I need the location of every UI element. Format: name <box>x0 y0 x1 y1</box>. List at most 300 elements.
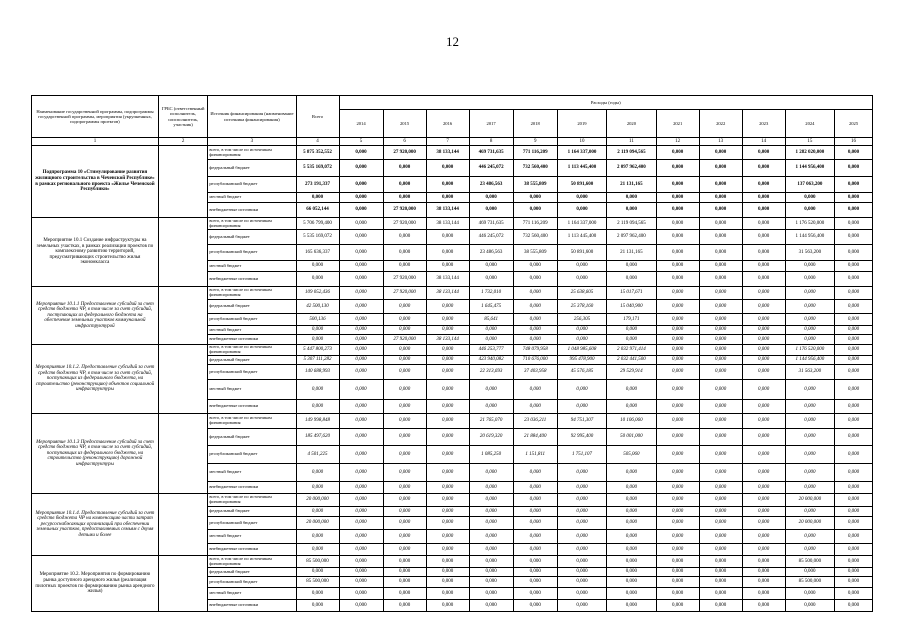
column-index-3: 3 <box>208 138 296 146</box>
year-value-cell: 38 555,809 <box>513 245 557 261</box>
total-value-cell: 5 447 800,273 <box>296 345 339 356</box>
year-value-cell: 0,000 <box>469 544 513 556</box>
year-value-cell: 446 245,072 <box>469 230 513 245</box>
year-value-cell: 0,000 <box>699 530 742 544</box>
year-value-cell: 0,000 <box>383 326 426 335</box>
total-value-cell: 0,000 <box>296 588 339 600</box>
total-value-cell: 0,000 <box>296 482 339 494</box>
header-year-2025: 2025 <box>835 110 873 138</box>
year-value-cell: 0,000 <box>742 345 785 356</box>
year-value-cell: 21 131,165 <box>607 177 656 193</box>
year-value-cell: 0,000 <box>835 400 873 414</box>
year-value-cell: 0,000 <box>835 218 873 230</box>
year-value-cell: 1 144 956,400 <box>785 230 834 245</box>
funding-source-cell: всего, в том числе по источникам финансирования <box>208 287 296 300</box>
total-value-cell: 185 497,620 <box>296 429 339 446</box>
grbs-cell <box>158 414 207 494</box>
total-value-cell: 0,000 <box>296 326 339 335</box>
year-value-cell: 0,000 <box>426 326 469 335</box>
year-value-cell: 0,000 <box>426 380 469 400</box>
year-value-cell: 0,000 <box>557 544 606 556</box>
total-value-cell: 85 500,000 <box>296 577 339 588</box>
year-value-cell: 0,000 <box>426 345 469 356</box>
total-value-cell: 5 535 169,072 <box>296 230 339 245</box>
column-index-12: 12 <box>656 138 699 146</box>
year-value-cell: 0,000 <box>699 446 742 464</box>
year-value-cell: 0,000 <box>426 365 469 380</box>
year-value-cell: 0,000 <box>607 588 656 600</box>
year-value-cell: 0,000 <box>513 577 557 588</box>
year-value-cell: 38 555,809 <box>513 177 557 193</box>
year-value-cell: 0,000 <box>383 414 426 429</box>
year-value-cell: 0,000 <box>339 345 383 356</box>
program-name-cell: Мероприятие 10.2. Мероприятия по формированию рынка доступного арендного жилья (реализация пилотных проектов по формированию рынка арендного жилья) <box>32 556 159 612</box>
total-value-cell: 5 535 169,072 <box>296 160 339 177</box>
year-value-cell: 0,000 <box>339 356 383 365</box>
year-value-cell: 469 731,635 <box>469 218 513 230</box>
year-value-cell: 27 920,000 <box>383 203 426 218</box>
year-value-cell: 27 920,000 <box>383 218 426 230</box>
year-value-cell: 0,000 <box>339 203 383 218</box>
year-value-cell: 0,000 <box>835 326 873 335</box>
year-value-cell: 732 560,400 <box>513 160 557 177</box>
column-index-16: 16 <box>835 138 873 146</box>
column-index-9: 9 <box>513 138 557 146</box>
column-index-6: 6 <box>383 138 426 146</box>
year-value-cell: 1 164 337,000 <box>557 146 606 160</box>
year-value-cell: 0,000 <box>383 482 426 494</box>
funding-source-cell: всего, в том числе по источникам финансирования <box>208 218 296 230</box>
year-value-cell: 0,000 <box>742 588 785 600</box>
year-value-cell: 0,000 <box>742 429 785 446</box>
year-value-cell: 0,000 <box>835 494 873 507</box>
year-value-cell: 2 032 971,414 <box>607 345 656 356</box>
year-value-cell: 0,000 <box>835 160 873 177</box>
year-value-cell: 0,000 <box>383 261 426 272</box>
total-value-cell: 5 706 799,400 <box>296 218 339 230</box>
year-value-cell: 0,000 <box>513 203 557 218</box>
year-value-cell: 1 113 445,400 <box>557 160 606 177</box>
header-year-2024: 2024 <box>785 110 834 138</box>
year-value-cell: 0,000 <box>513 588 557 600</box>
year-value-cell: 0,000 <box>339 160 383 177</box>
year-value-cell: 38 133,144 <box>426 272 469 287</box>
year-value-cell: 0,000 <box>699 146 742 160</box>
year-value-cell: 0,000 <box>835 261 873 272</box>
grbs-cell <box>158 494 207 556</box>
year-value-cell: 38 133,144 <box>426 218 469 230</box>
year-value-cell: 0,000 <box>339 193 383 203</box>
year-value-cell: 0,000 <box>699 160 742 177</box>
year-value-cell: 0,000 <box>785 482 834 494</box>
year-value-cell: 0,000 <box>469 568 513 577</box>
year-value-cell: 2 119 094,565 <box>607 146 656 160</box>
year-value-cell: 0,000 <box>835 314 873 326</box>
year-value-cell: 0,000 <box>785 568 834 577</box>
year-value-cell: 38 133,144 <box>426 203 469 218</box>
year-value-cell: 0,000 <box>383 314 426 326</box>
header-year-2018: 2018 <box>513 110 557 138</box>
year-value-cell: 0,000 <box>383 494 426 507</box>
column-index-2: 2 <box>158 138 207 146</box>
year-value-cell: 0,000 <box>557 380 606 400</box>
year-value-cell: 0,000 <box>339 494 383 507</box>
year-value-cell: 1 282 020,000 <box>785 146 834 160</box>
year-value-cell: 0,000 <box>557 261 606 272</box>
year-value-cell: 27 920,000 <box>383 272 426 287</box>
funding-source-cell: всего, в том числе по источникам финансирования <box>208 146 296 160</box>
year-value-cell: 0,000 <box>699 414 742 429</box>
table-body <box>32 146 873 612</box>
total-value-cell: 149 998,848 <box>296 414 339 429</box>
total-value-cell: 165 636,337 <box>296 245 339 261</box>
year-value-cell: 0,000 <box>339 300 383 314</box>
year-value-cell: 1 113 445,400 <box>557 230 606 245</box>
year-value-cell: 0,000 <box>607 494 656 507</box>
year-value-cell: 0,000 <box>469 507 513 517</box>
year-value-cell: 0,000 <box>513 400 557 414</box>
year-value-cell: 0,000 <box>699 400 742 414</box>
year-value-cell: 0,000 <box>426 556 469 568</box>
year-value-cell: 423 940,082 <box>469 356 513 365</box>
year-value-cell: 0,000 <box>557 400 606 414</box>
year-value-cell: 0,000 <box>383 517 426 530</box>
year-value-cell: 0,000 <box>742 400 785 414</box>
year-value-cell: 0,000 <box>699 218 742 230</box>
year-value-cell: 0,000 <box>742 414 785 429</box>
year-value-cell: 0,000 <box>426 193 469 203</box>
header-year-2015: 2015 <box>383 110 426 138</box>
year-value-cell: 469 731,635 <box>469 146 513 160</box>
year-value-cell: 0,000 <box>742 230 785 245</box>
year-value-cell: 0,000 <box>383 230 426 245</box>
funding-source-cell: внебюджетные источники <box>208 600 296 612</box>
year-value-cell: 0,000 <box>699 556 742 568</box>
year-value-cell: 0,000 <box>656 414 699 429</box>
year-value-cell: 22 313,693 <box>469 365 513 380</box>
year-value-cell: 0,000 <box>699 335 742 345</box>
year-value-cell: 0,000 <box>383 600 426 612</box>
year-value-cell: 0,000 <box>607 577 656 588</box>
year-value-cell: 0,000 <box>426 245 469 261</box>
header-index-row <box>32 138 873 146</box>
year-value-cell: 0,000 <box>742 600 785 612</box>
year-value-cell: 0,000 <box>835 600 873 612</box>
column-index-14: 14 <box>742 138 785 146</box>
year-value-cell: 0,000 <box>656 544 699 556</box>
grbs-cell <box>158 146 207 218</box>
year-value-cell: 0,000 <box>835 203 873 218</box>
year-value-cell: 0,000 <box>699 365 742 380</box>
year-value-cell: 0,000 <box>557 272 606 287</box>
year-value-cell: 0,000 <box>469 482 513 494</box>
year-value-cell: 1 645,475 <box>469 300 513 314</box>
year-value-cell: 0,000 <box>426 300 469 314</box>
total-value-cell: 4 501,225 <box>296 446 339 464</box>
year-value-cell: 0,000 <box>607 507 656 517</box>
header-grbs: ГРБС (ответственный исполнитель, соисполнитель, участник) <box>158 96 207 138</box>
year-value-cell: 0,000 <box>785 193 834 203</box>
funding-source-cell: республиканский бюджет <box>208 446 296 464</box>
year-value-cell: 0,000 <box>557 556 606 568</box>
year-value-cell: 0,000 <box>699 261 742 272</box>
year-value-cell: 0,000 <box>607 193 656 203</box>
year-value-cell: 0,000 <box>426 356 469 365</box>
header-year-2014: 2014 <box>339 110 383 138</box>
funding-source-cell: федеральный бюджет <box>208 568 296 577</box>
year-value-cell: 0,000 <box>656 203 699 218</box>
year-value-cell: 0,000 <box>469 203 513 218</box>
year-value-cell: 0,000 <box>656 218 699 230</box>
funding-source-cell: внебюджетные источники <box>208 335 296 345</box>
year-value-cell: 0,000 <box>742 482 785 494</box>
funding-source-cell: местный бюджет <box>208 380 296 400</box>
year-value-cell: 37 403,958 <box>513 365 557 380</box>
year-value-cell: 1 176 520,000 <box>785 218 834 230</box>
year-value-cell: 0,000 <box>513 517 557 530</box>
year-value-cell: 0,000 <box>557 507 606 517</box>
year-value-cell: 0,000 <box>469 517 513 530</box>
funding-source-cell: местный бюджет <box>208 464 296 482</box>
funding-source-cell: местный бюджет <box>208 193 296 203</box>
year-value-cell: 0,000 <box>469 400 513 414</box>
year-value-cell: 0,000 <box>656 230 699 245</box>
year-value-cell: 1 144 956,400 <box>785 356 834 365</box>
year-value-cell: 0,000 <box>513 193 557 203</box>
year-value-cell: 0,000 <box>656 577 699 588</box>
year-value-cell: 0,000 <box>469 577 513 588</box>
year-value-cell: 0,000 <box>699 380 742 400</box>
year-value-cell: 0,000 <box>426 400 469 414</box>
year-value-cell: 995 478,900 <box>557 356 606 365</box>
year-value-cell: 0,000 <box>426 577 469 588</box>
year-value-cell: 0,000 <box>785 530 834 544</box>
year-value-cell: 0,000 <box>339 568 383 577</box>
year-value-cell: 0,000 <box>835 300 873 314</box>
year-value-cell: 0,000 <box>469 326 513 335</box>
year-value-cell: 0,000 <box>339 588 383 600</box>
year-value-cell: 0,000 <box>656 482 699 494</box>
year-value-cell: 0,000 <box>383 193 426 203</box>
year-value-cell: 0,000 <box>656 400 699 414</box>
year-value-cell: 0,000 <box>835 544 873 556</box>
year-value-cell: 0,000 <box>742 272 785 287</box>
funding-source-cell: местный бюджет <box>208 326 296 335</box>
total-value-cell: 0,000 <box>296 544 339 556</box>
year-value-cell: 21 884,400 <box>513 429 557 446</box>
year-value-cell: 0,000 <box>383 464 426 482</box>
program-name-cell: Подпрограмма 10 «Стимулирование развития жилищного строительства в Чеченской Республике» в рамках регионального проекта «Жилье Чеченской Республики» <box>32 146 159 218</box>
year-value-cell: 0,000 <box>607 517 656 530</box>
year-value-cell: 1 151,811 <box>513 446 557 464</box>
year-value-cell: 0,000 <box>557 600 606 612</box>
year-value-cell: 0,000 <box>742 160 785 177</box>
table-row <box>32 414 873 429</box>
funding-source-cell: федеральный бюджет <box>208 507 296 517</box>
year-value-cell: 0,000 <box>742 193 785 203</box>
year-value-cell: 0,000 <box>607 261 656 272</box>
year-value-cell: 0,000 <box>656 517 699 530</box>
program-name-cell: Мероприятие 10.1.1 Предоставление субсидий за счет средств бюджета ЧР, в том числе за счет субсидий, поступающих из федерального бюджета на обеспечение земельных участков коммунальной инфраструктурой <box>32 287 159 345</box>
year-value-cell: 85 500,000 <box>785 556 834 568</box>
grbs-cell <box>158 556 207 612</box>
year-value-cell: 0,000 <box>426 429 469 446</box>
year-value-cell: 25 638,605 <box>557 287 606 300</box>
funding-source-cell: республиканский бюджет <box>208 314 296 326</box>
year-value-cell: 0,000 <box>607 400 656 414</box>
year-value-cell: 15 017,671 <box>607 287 656 300</box>
year-value-cell: 0,000 <box>656 177 699 193</box>
year-value-cell: 0,000 <box>426 517 469 530</box>
funding-source-cell: внебюджетные источники <box>208 400 296 414</box>
year-value-cell: 0,000 <box>426 446 469 464</box>
year-value-cell: 748 079,958 <box>513 345 557 356</box>
year-value-cell: 0,000 <box>469 588 513 600</box>
year-value-cell: 0,000 <box>742 464 785 482</box>
year-value-cell: 0,000 <box>607 203 656 218</box>
year-value-cell: 0,000 <box>699 245 742 261</box>
year-value-cell: 0,000 <box>742 300 785 314</box>
year-value-cell: 0,000 <box>699 568 742 577</box>
year-value-cell: 0,000 <box>426 482 469 494</box>
year-value-cell: 0,000 <box>835 446 873 464</box>
year-value-cell: 0,000 <box>339 400 383 414</box>
total-value-cell: 500,136 <box>296 314 339 326</box>
column-index-13: 13 <box>699 138 742 146</box>
funding-source-cell: всего, в том числе по источникам финансирования <box>208 414 296 429</box>
year-value-cell: 0,000 <box>383 160 426 177</box>
year-value-cell: 0,000 <box>607 482 656 494</box>
funding-source-cell: внебюджетные источники <box>208 272 296 287</box>
year-value-cell: 0,000 <box>656 335 699 345</box>
year-value-cell: 0,000 <box>742 568 785 577</box>
year-value-cell: 0,000 <box>835 245 873 261</box>
year-value-cell: 0,000 <box>699 577 742 588</box>
year-value-cell: 0,000 <box>339 380 383 400</box>
year-value-cell: 0,000 <box>699 356 742 365</box>
year-value-cell: 94 751,307 <box>557 414 606 429</box>
table-row <box>32 218 873 230</box>
year-value-cell: 85,641 <box>469 314 513 326</box>
year-value-cell: 0,000 <box>742 335 785 345</box>
year-value-cell: 0,000 <box>513 272 557 287</box>
year-value-cell: 27 920,000 <box>383 335 426 345</box>
year-value-cell: 31 563,200 <box>785 245 834 261</box>
year-value-cell: 0,000 <box>785 400 834 414</box>
year-value-cell: 0,000 <box>513 494 557 507</box>
year-value-cell: 1 048 985,608 <box>557 345 606 356</box>
funding-source-cell: республиканский бюджет <box>208 177 296 193</box>
year-value-cell: 0,000 <box>383 507 426 517</box>
year-value-cell: 0,000 <box>656 261 699 272</box>
total-value-cell: 20 000,000 <box>296 494 339 507</box>
year-value-cell: 0,000 <box>557 193 606 203</box>
year-value-cell: 15 040,900 <box>607 300 656 314</box>
year-value-cell: 0,000 <box>742 380 785 400</box>
funding-source-cell: всего, в том числе по источникам финансирования <box>208 494 296 507</box>
funding-source-cell: всего, в том числе по источникам финансирования <box>208 345 296 356</box>
table-row <box>32 146 873 160</box>
budget-table-wrapper <box>31 95 873 612</box>
year-value-cell: 0,000 <box>742 218 785 230</box>
year-value-cell: 0,000 <box>383 356 426 365</box>
year-value-cell: 0,000 <box>557 568 606 577</box>
year-value-cell: 0,000 <box>785 464 834 482</box>
year-value-cell: 0,000 <box>742 203 785 218</box>
total-value-cell: 5 875 352,552 <box>296 146 339 160</box>
year-value-cell: 45 576,185 <box>557 365 606 380</box>
year-value-cell: 0,000 <box>742 507 785 517</box>
year-value-cell: 0,000 <box>699 314 742 326</box>
year-value-cell: 0,000 <box>557 326 606 335</box>
funding-source-cell: республиканский бюджет <box>208 245 296 261</box>
year-value-cell: 0,000 <box>699 230 742 245</box>
year-value-cell: 0,000 <box>656 160 699 177</box>
year-value-cell: 0,000 <box>742 446 785 464</box>
funding-source-cell: федеральный бюджет <box>208 230 296 245</box>
year-value-cell: 0,000 <box>785 314 834 326</box>
year-value-cell: 0,000 <box>339 314 383 326</box>
year-value-cell: 0,000 <box>469 556 513 568</box>
year-value-cell: 0,000 <box>469 193 513 203</box>
year-value-cell: 0,000 <box>339 326 383 335</box>
year-value-cell: 0,000 <box>469 600 513 612</box>
funding-source-cell: местный бюджет <box>208 261 296 272</box>
total-value-cell: 20 000,000 <box>296 517 339 530</box>
total-value-cell: 0,000 <box>296 193 339 203</box>
year-value-cell: 0,000 <box>469 464 513 482</box>
year-value-cell: 0,000 <box>607 530 656 544</box>
year-value-cell: 0,000 <box>607 272 656 287</box>
year-value-cell: 0,000 <box>656 507 699 517</box>
year-value-cell: 0,000 <box>383 380 426 400</box>
year-value-cell: 0,000 <box>656 146 699 160</box>
header-source: Источник финансирования (наименование источника финансирования) <box>208 96 296 138</box>
column-index-1: 1 <box>32 138 159 146</box>
year-value-cell: 0,000 <box>785 261 834 272</box>
year-value-cell: 0,000 <box>339 544 383 556</box>
funding-source-cell: федеральный бюджет <box>208 160 296 177</box>
year-value-cell: 0,000 <box>699 193 742 203</box>
funding-source-cell: всего, в том числе по источникам финансирования <box>208 556 296 568</box>
year-value-cell: 0,000 <box>426 600 469 612</box>
year-value-cell: 0,000 <box>835 193 873 203</box>
column-index-10: 10 <box>557 138 606 146</box>
year-value-cell: 0,000 <box>339 464 383 482</box>
year-value-cell: 0,000 <box>656 429 699 446</box>
funding-source-cell: республиканский бюджет <box>208 517 296 530</box>
year-value-cell: 0,000 <box>426 568 469 577</box>
year-value-cell: 0,000 <box>383 568 426 577</box>
year-value-cell: 0,000 <box>513 600 557 612</box>
total-value-cell: 0,000 <box>296 335 339 345</box>
year-value-cell: 0,000 <box>785 414 834 429</box>
year-value-cell: 0,000 <box>835 230 873 245</box>
year-value-cell: 0,000 <box>557 517 606 530</box>
year-value-cell: 0,000 <box>607 380 656 400</box>
year-value-cell: 710 676,000 <box>513 356 557 365</box>
year-value-cell: 0,000 <box>835 568 873 577</box>
year-value-cell: 27 920,000 <box>383 146 426 160</box>
year-value-cell: 446 253,777 <box>469 345 513 356</box>
year-value-cell: 20 000,000 <box>785 494 834 507</box>
year-value-cell: 0,000 <box>785 272 834 287</box>
total-value-cell: 0,000 <box>296 530 339 544</box>
year-value-cell: 0,000 <box>607 326 656 335</box>
year-value-cell: 0,000 <box>742 326 785 335</box>
year-value-cell: 85 500,000 <box>785 577 834 588</box>
year-value-cell: 0,000 <box>339 600 383 612</box>
